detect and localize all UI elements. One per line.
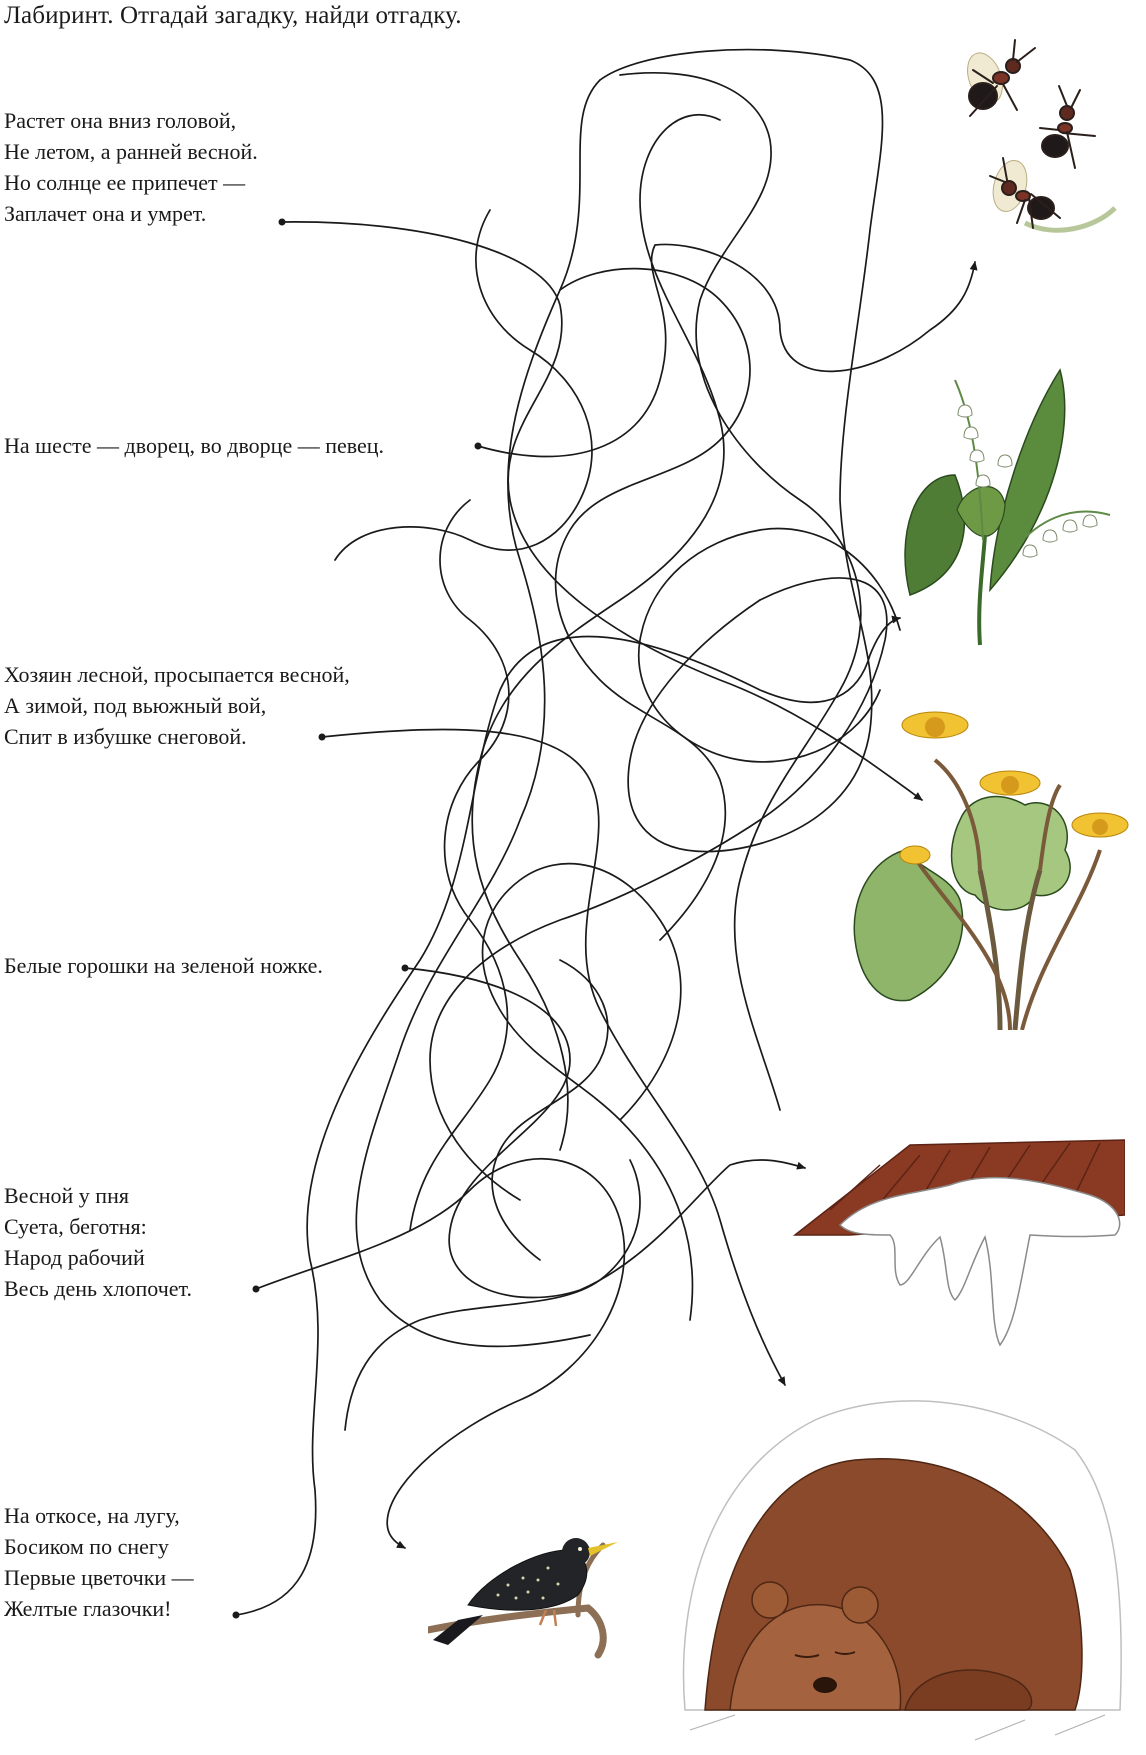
icicle-roof-icon[interactable] [790, 1125, 1125, 1360]
riddle-line: Суета, беготня: [4, 1214, 147, 1239]
maze-tangle [600, 50, 883, 852]
riddle-line: На откосе, на лугу, [4, 1503, 180, 1528]
maze-path-4[interactable] [405, 968, 805, 1298]
maze-start-dot [319, 734, 326, 741]
riddle-line: Весь день хлопочет. [4, 1276, 193, 1301]
maze-tangle [356, 80, 600, 1346]
riddle-line: Весной у пня [4, 1183, 129, 1208]
maze-tangle [345, 1160, 640, 1430]
riddle-line: На шесте — дворец, во дворце — певец. [4, 433, 385, 458]
maze-start-dot [475, 443, 482, 450]
riddle-line: Спит в избушке снеговой. [4, 724, 247, 749]
riddle-line: Хозяин лесной, просыпается весной, [4, 662, 350, 687]
maze-tangle [483, 864, 693, 1320]
starling-icon[interactable] [428, 1480, 638, 1660]
riddle-line: Но солнце ее припечет — [4, 170, 246, 195]
maze-tangle [335, 210, 592, 560]
maze-tangle [620, 73, 861, 1110]
coltsfoot-icon[interactable] [850, 700, 1135, 1030]
sleeping-bear-den-icon[interactable] [675, 1390, 1130, 1745]
riddle-line: Белые горошки на зеленой ножке. [4, 953, 323, 978]
riddle-line: Народ рабочий [4, 1245, 145, 1270]
maze-tangle [556, 269, 750, 940]
lily-of-the-valley-icon[interactable] [885, 365, 1135, 650]
riddle-line: Растет она вниз головой, [4, 108, 237, 133]
maze-start-dot [279, 219, 286, 226]
maze-path-3[interactable] [322, 729, 785, 1385]
maze-start-dot [233, 1612, 240, 1619]
maze-start-dot [253, 1286, 260, 1293]
page-title: Лабиринт. Отгадай загадку, найди отгадку. [4, 2, 462, 29]
riddle-line: Не летом, а ранней весной. [4, 139, 258, 164]
maze-tangle [410, 500, 509, 1230]
riddle-line: Заплачет она и умрет. [4, 201, 207, 226]
riddle-line: Первые цветочки — [4, 1565, 194, 1590]
ants-icon[interactable] [955, 18, 1120, 253]
maze-tangle [492, 960, 608, 1260]
maze-start-dot [402, 965, 409, 972]
riddle-line: Босиком по снегу [4, 1534, 169, 1559]
riddle-line: А зимой, под вьюжный вой, [4, 693, 267, 718]
riddle-line: Желтые глазочки! [4, 1596, 172, 1621]
